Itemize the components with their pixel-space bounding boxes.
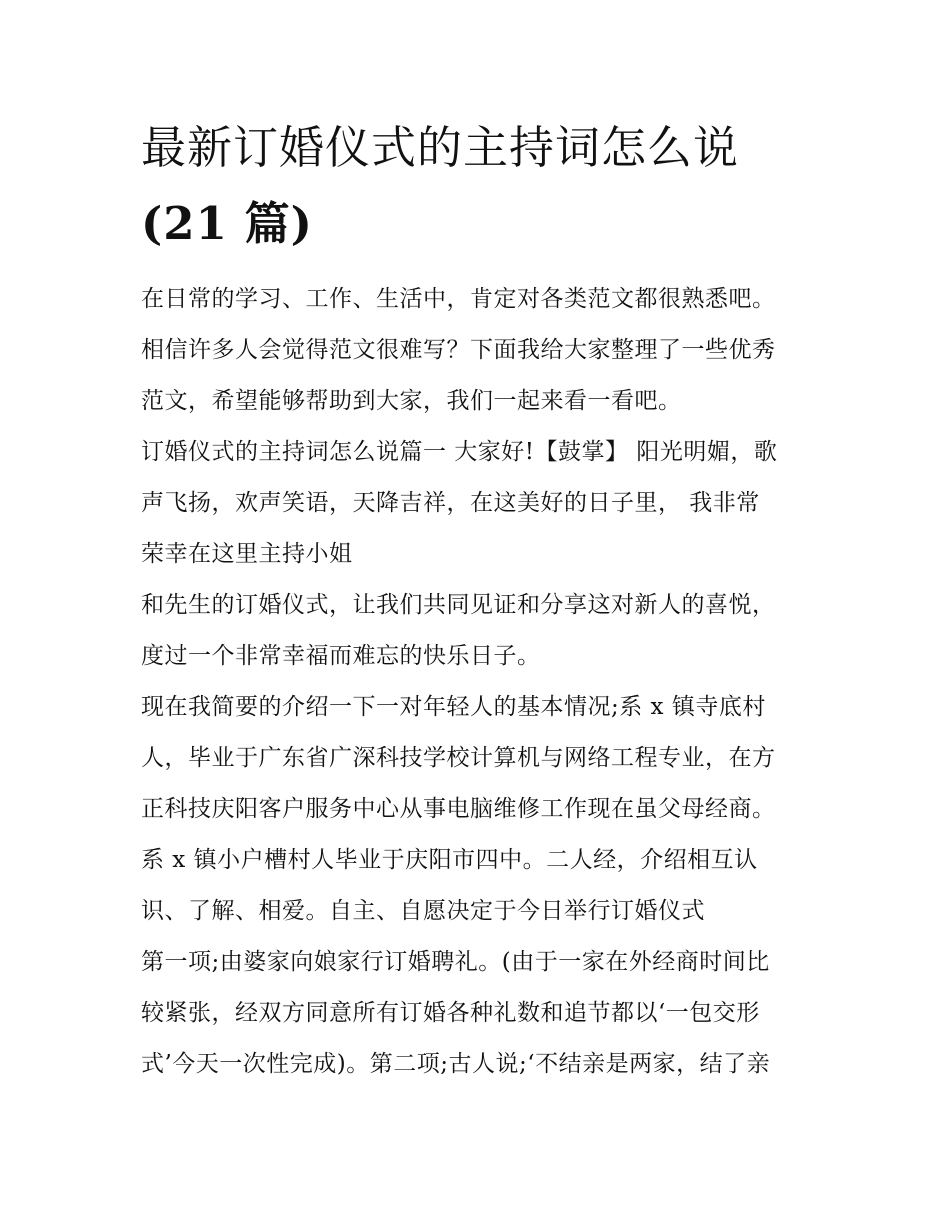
text-line: 正科技庆阳客户服务中心从事电脑维修工作现在虽父母经商。 [141, 796, 776, 822]
text-line: 第一项;由婆家向娘家行订婚聘礼。(由于一家在外经商时间比 [141, 949, 770, 975]
text-line: 式’今天一次性完成)。第二项;古人说;‘不结亲是两家，结了亲 [141, 1051, 771, 1077]
document-title [141, 110, 821, 262]
paragraph-ceremony [141, 580, 821, 682]
paragraph-first-item [141, 937, 821, 1090]
paragraph-intro [141, 274, 821, 427]
text-line: 相信许多人会觉得范文很难写？下面我给大家整理了一些优秀 [141, 337, 776, 363]
text-line: 荣幸在这里主持小姐 [141, 541, 353, 567]
text-line: 订婚仪式的主持词怎么说篇一 大家好!【鼓掌】 阳光明媚，歌 [141, 439, 778, 465]
text-line: 声飞扬，欢声笑语，天降吉祥，在这美好的日子里， 我非常 [141, 490, 760, 516]
paragraph-introduction-couple [141, 682, 821, 937]
text-line: 和先生的订婚仪式，让我们共同见证和分享这对新人的喜悦， [141, 592, 776, 618]
text-line: 在日常的学习、工作、生活中，肯定对各类范文都很熟悉吧。 [141, 286, 776, 312]
title-line-2: (21 篇) [141, 197, 313, 250]
text-line: 现在我简要的介绍一下一对年轻人的基本情况;系 x 镇寺底村 [141, 694, 766, 720]
text-line: 范文，希望能够帮助到大家，我们一起来看一看吧。 [141, 388, 682, 414]
text-line: 较紧张，经双方同意所有订婚各种礼数和追节都以‘一包交形 [141, 1000, 760, 1026]
document-page [141, 110, 821, 1090]
text-line: 识、了解、相爱。自主、自愿决定于今日举行订婚仪式 [141, 898, 705, 924]
text-line: 系 x 镇小户槽村人毕业于庆阳市四中。二人经，介绍相互认 [141, 847, 758, 873]
text-line: 度过一个非常幸福而难忘的快乐日子。 [141, 643, 541, 669]
text-line: 人，毕业于广东省广深科技学校计算机与网络工程专业，在方 [141, 745, 776, 771]
paragraph-opening [141, 427, 821, 580]
title-line-1: 最新订婚仪式的主持词怎么说 [141, 121, 740, 174]
